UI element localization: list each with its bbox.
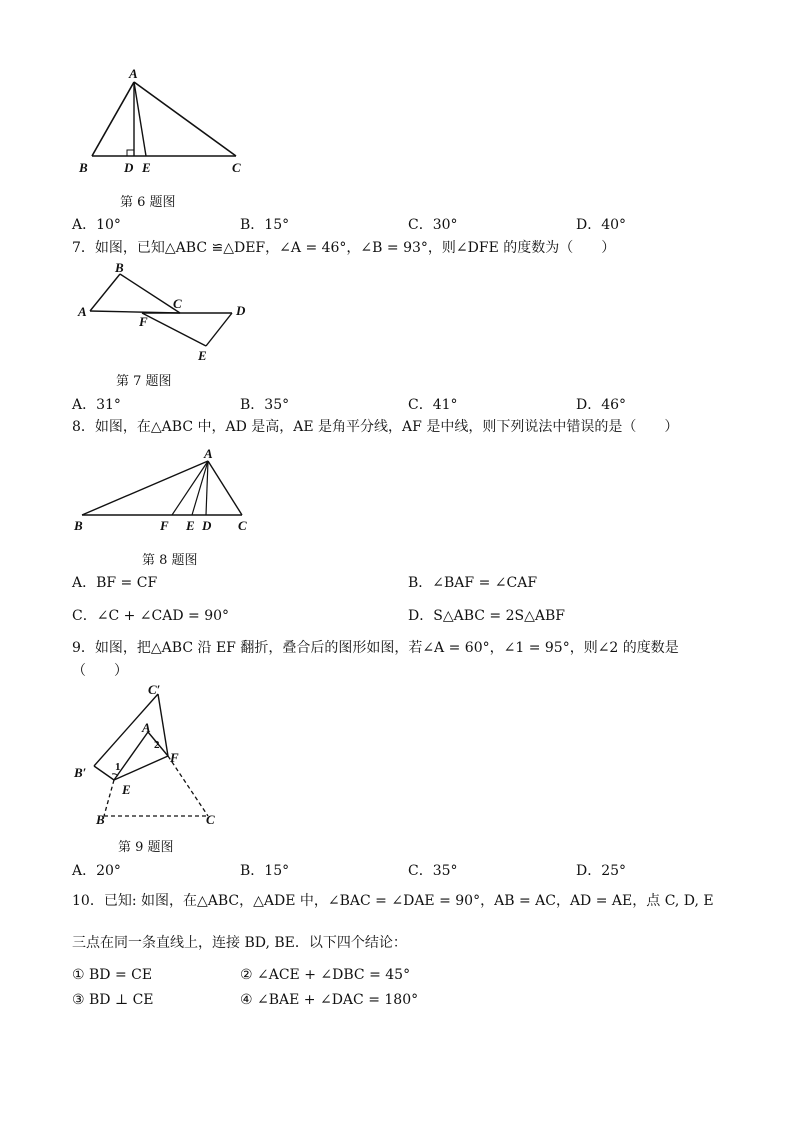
- q9-label-f: F: [170, 750, 179, 765]
- q10-stem-line1: 10．已知: 如图，在△ABC，△ADE 中，∠BAC = ∠DAE = 90°，AB = AC，AD = AE，点 C, D, E: [72, 893, 714, 909]
- q10-conclusion-3: ③ BD ⊥ CE: [72, 992, 154, 1008]
- q8-label-f: F: [160, 518, 169, 533]
- q9-figure: [72, 680, 232, 828]
- q7-stem: 7．如图，已知△ABC ≌△DEF，∠A = 46°，∠B = 93°，则∠DFE 的度数为（ ）: [72, 240, 616, 256]
- q6-figure: [70, 64, 260, 179]
- q8-option-c: C．∠C + ∠CAD = 90°: [72, 608, 230, 624]
- q8-label-b: B: [74, 518, 83, 533]
- q6-label-e: E: [142, 160, 151, 175]
- q9-label-e: E: [122, 782, 131, 797]
- q7-option-c: C．41°: [408, 397, 458, 413]
- q8-option-d: D．S△ABC = 2S△ABF: [408, 608, 565, 624]
- q10-conclusion-4: ④ ∠BAE + ∠DAC = 180°: [240, 992, 419, 1008]
- q6-option-a: A．10°: [72, 217, 121, 233]
- q7-option-b: B．35°: [240, 397, 290, 413]
- q8-caption: 第 8 题图: [142, 553, 198, 568]
- q7-option-d: D．46°: [576, 397, 627, 413]
- q9-label-b-prime: B′: [74, 765, 87, 780]
- q7-label-f: F: [139, 314, 148, 329]
- q9-caption: 第 9 题图: [118, 840, 174, 855]
- q9-option-c: C．35°: [408, 863, 458, 879]
- q7-label-d: D: [236, 303, 246, 318]
- q6-label-d: D: [124, 160, 134, 175]
- q9-label-c: C: [206, 812, 215, 827]
- q6-label-c: C: [232, 160, 241, 175]
- q6-caption: 第 6 题图: [120, 195, 176, 210]
- q9-angle-2: 2: [154, 739, 160, 751]
- q6-label-a: A: [129, 66, 138, 81]
- q9-label-a: A: [142, 720, 151, 735]
- q6-option-d: D．40°: [576, 217, 627, 233]
- q7-label-e: E: [198, 348, 207, 363]
- q7-label-b: B: [115, 260, 124, 275]
- q7-caption: 第 7 题图: [116, 374, 172, 389]
- q6-label-b: B: [79, 160, 88, 175]
- q8-option-b: B．∠BAF = ∠CAF: [408, 575, 538, 591]
- q7-figure: [72, 258, 262, 366]
- q9-option-a: A．20°: [72, 863, 121, 879]
- q8-label-e: E: [186, 518, 195, 533]
- q10-stem-line2: 三点在同一条直线上，连接 BD, BE．以下四个结论：: [72, 935, 407, 951]
- q9-label-c-prime: C′: [148, 682, 161, 697]
- q6-option-b: B．15°: [240, 217, 290, 233]
- q9-stem-line1: 9．如图，把△ABC 沿 EF 翻折，叠合后的图形如图，若∠A = 60°，∠1 = 95°，则∠2 的度数是: [72, 640, 679, 656]
- q7-label-a: A: [78, 304, 87, 319]
- q8-label-a: A: [204, 446, 213, 461]
- q9-option-b: B．15°: [240, 863, 290, 879]
- q9-option-d: D．25°: [576, 863, 627, 879]
- q8-figure: [72, 444, 262, 536]
- q9-angle-1: 1: [115, 761, 121, 773]
- q10-conclusion-2: ② ∠ACE + ∠DBC = 45°: [240, 967, 411, 983]
- q10-conclusion-1: ① BD = CE: [72, 967, 153, 983]
- q9-label-b: B: [96, 812, 105, 827]
- q8-option-a: A．BF = CF: [72, 575, 158, 591]
- q8-stem: 8．如图，在△ABC 中，AD 是高，AE 是角平分线，AF 是中线，则下列说法中错误的是（ ）: [72, 419, 679, 435]
- q7-option-a: A．31°: [72, 397, 121, 413]
- q7-label-c: C: [173, 296, 182, 311]
- q6-option-c: C．30°: [408, 217, 458, 233]
- q8-label-d: D: [202, 518, 212, 533]
- q9-stem-line2: （ ）: [72, 663, 128, 679]
- q8-label-c: C: [238, 518, 247, 533]
